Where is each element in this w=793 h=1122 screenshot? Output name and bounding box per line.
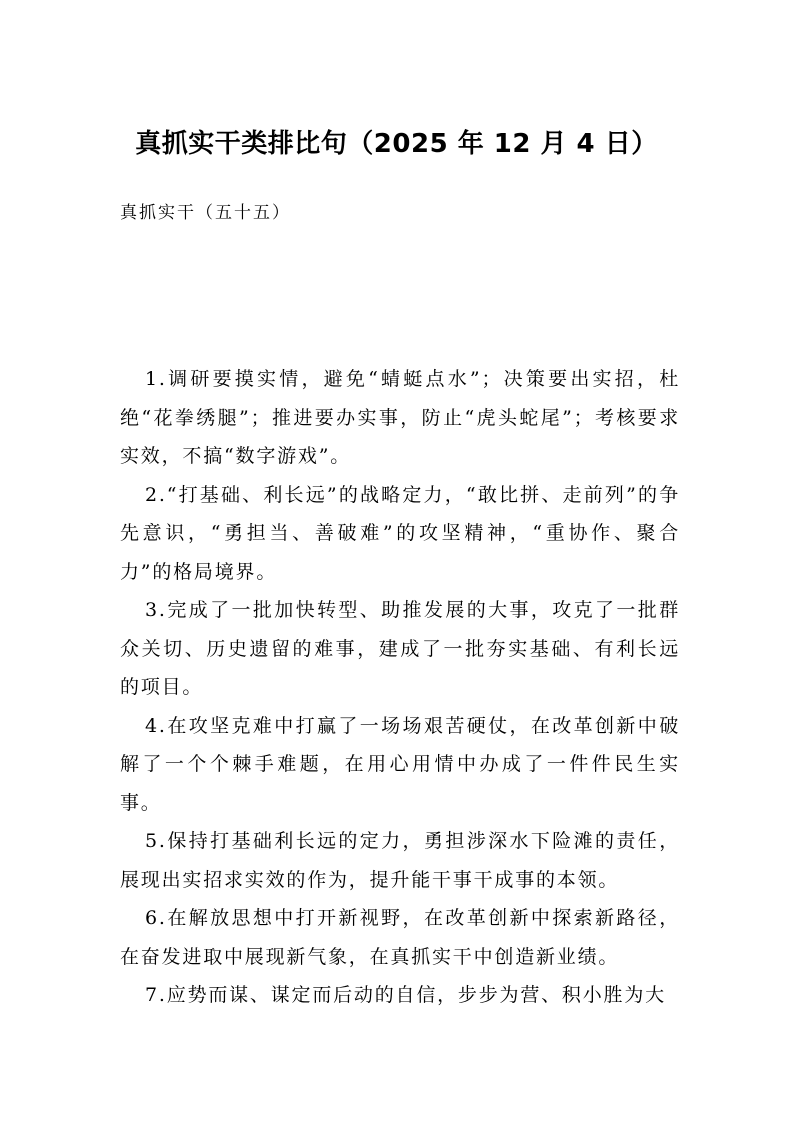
paragraph-3: 3.完成了一批加快转型、助推发展的大事，攻克了一批群众关切、历史遗留的难事，建成了一批夯实基础、有利长远的项目。 xyxy=(120,599,680,698)
paragraph-6: 6.在解放思想中打开新视野，在改革创新中探索新路径，在奋发进取中展现新气象，在真抓实干中创造新业绩。 xyxy=(120,907,680,968)
document-subtitle: 真抓实干（五十五） xyxy=(120,203,291,223)
document-title: 真抓实干类排比句（2025 年 12 月 4 日） xyxy=(135,129,658,159)
paragraph-4: 4.在攻坚克难中打赢了一场场艰苦硬仗，在改革创新中破解了一个个棘手难题，在用心用情中办成了一件件民生实事。 xyxy=(120,714,680,814)
paragraph-1: 1.调研要摸实情，避免“蜻蜓点水”；决策要出实招，杜绝“花拳绣腿”；推进要办实事，防止“虎头蛇尾”；考核要求实效，不搞“数字游戏”。 xyxy=(120,368,680,467)
paragraph-7: 7.应势而谋、谋定而后动的自信，步步为营、积小胜为大 xyxy=(145,984,666,1006)
paragraph-2: 2.“打基础、利长远”的战略定力，“敢比拼、走前列”的争先意识，“勇担当、善破难”的攻坚精神，“重协作、聚合力”的格局境界。 xyxy=(120,483,680,583)
document-body xyxy=(120,360,680,1015)
paragraph-5: 5.保持打基础利长远的定力，勇担涉深水下险滩的责任，展现出实招求实效的作为，提升能干事干成事的本领。 xyxy=(120,830,680,891)
